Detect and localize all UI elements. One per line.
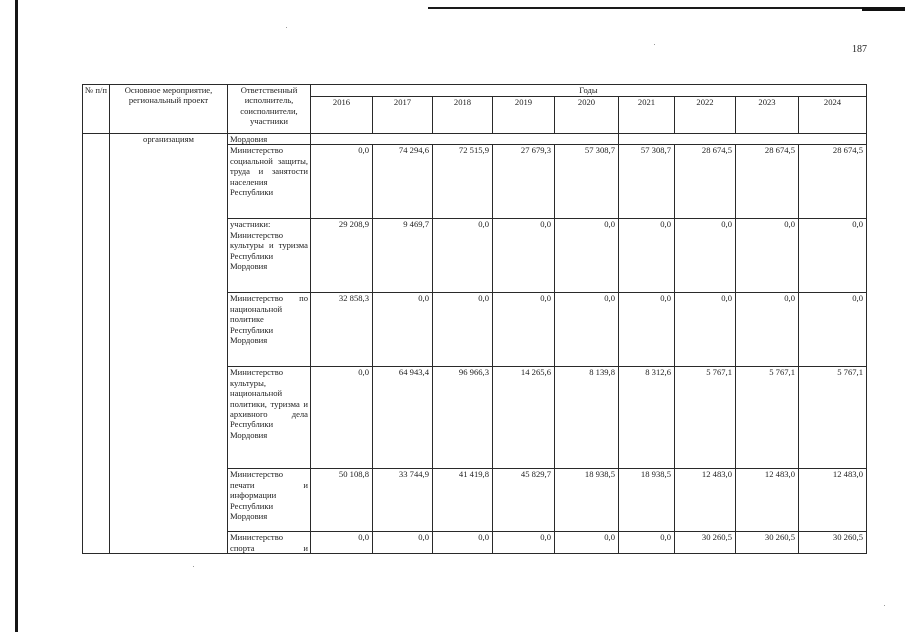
cell-value: 50 108,8 xyxy=(311,469,373,532)
header-year: 2016 xyxy=(311,97,373,134)
cell-value: 27 679,3 xyxy=(493,145,555,219)
header-year: 2022 xyxy=(675,97,736,134)
cell-value: 8 312,6 xyxy=(619,367,675,469)
cell-value: 72 515,9 xyxy=(433,145,493,219)
budget-table xyxy=(82,84,867,554)
cell-value: 0,0 xyxy=(675,293,736,367)
cell-value: 30 260,5 xyxy=(675,532,736,554)
cell-value: 0,0 xyxy=(433,532,493,554)
cell-value: 9 469,7 xyxy=(373,219,433,293)
cell-value: 45 829,7 xyxy=(493,469,555,532)
cell-value: 29 208,9 xyxy=(311,219,373,293)
cell-value: 0,0 xyxy=(799,293,867,367)
cell-empty xyxy=(619,134,867,145)
scan-border-top-corner xyxy=(862,7,905,11)
scan-speck xyxy=(193,566,194,567)
cell-executor: Министерство социальной защиты, труда и занятости населения Республики xyxy=(228,145,311,219)
cell-value: 64 943,4 xyxy=(373,367,433,469)
cell-value: 0,0 xyxy=(493,293,555,367)
cell-value: 18 938,5 xyxy=(555,469,619,532)
cell-value: 0,0 xyxy=(555,293,619,367)
cell-value: 57 308,7 xyxy=(619,145,675,219)
header-event: Основное мероприятие, региональный проект xyxy=(110,85,228,134)
cell-value: 12 483,0 xyxy=(736,469,799,532)
cell-value: 0,0 xyxy=(555,219,619,293)
cell-value: 5 767,1 xyxy=(799,367,867,469)
cell-value: 0,0 xyxy=(619,293,675,367)
header-year: 2024 xyxy=(799,97,867,134)
header-year: 2021 xyxy=(619,97,675,134)
cell-value: 0,0 xyxy=(311,367,373,469)
cell-value: 0,0 xyxy=(736,219,799,293)
cell-value: 0,0 xyxy=(433,293,493,367)
cell-empty xyxy=(311,134,619,145)
cell-value: 12 483,0 xyxy=(799,469,867,532)
header-year: 2023 xyxy=(736,97,799,134)
cell-executor: Министерство по национальной политике Республики Мордовия xyxy=(228,293,311,367)
cell-value: 0,0 xyxy=(311,145,373,219)
cell-value: 0,0 xyxy=(311,532,373,554)
cell-executor: Министерство спорта и xyxy=(228,532,311,554)
header-year: 2020 xyxy=(555,97,619,134)
cell-value: 14 265,6 xyxy=(493,367,555,469)
header-years: Годы xyxy=(311,85,867,97)
cell-value: 12 483,0 xyxy=(675,469,736,532)
cell-value: 57 308,7 xyxy=(555,145,619,219)
cell-value: 74 294,6 xyxy=(373,145,433,219)
cell-value: 33 744,9 xyxy=(373,469,433,532)
cell-executor: Мордовия xyxy=(228,134,311,145)
cell-value: 8 139,8 xyxy=(555,367,619,469)
header-executor: Ответственный исполнитель, соисполнители, участники xyxy=(228,85,311,134)
cell-value: 30 260,5 xyxy=(736,532,799,554)
scan-speck xyxy=(654,44,655,45)
cell-value: 0,0 xyxy=(619,219,675,293)
cell-value: 0,0 xyxy=(493,532,555,554)
cell-executor: Министерство культуры, национальной политики, туризма и архивного дела Республики Мордовия xyxy=(228,367,311,469)
cell-value: 28 674,5 xyxy=(675,145,736,219)
cell-value: 18 938,5 xyxy=(619,469,675,532)
cell-value: 41 419,8 xyxy=(433,469,493,532)
header-year: 2017 xyxy=(373,97,433,134)
cell-value: 28 674,5 xyxy=(736,145,799,219)
cell-value: 0,0 xyxy=(675,219,736,293)
cell-value: 30 260,5 xyxy=(799,532,867,554)
cell-num xyxy=(83,134,110,554)
header-row-1 xyxy=(83,85,867,97)
cell-executor: Министерство печати и информации Республики Мордовия xyxy=(228,469,311,532)
page-number: 187 xyxy=(852,44,867,55)
cell-value: 0,0 xyxy=(555,532,619,554)
cell-value: 0,0 xyxy=(736,293,799,367)
scan-speck xyxy=(286,27,287,28)
header-num: № п/п xyxy=(83,85,110,134)
cell-value: 32 858,3 xyxy=(311,293,373,367)
cell-value: 0,0 xyxy=(373,532,433,554)
cell-executor: участники: Министерство культуры и туризма Республики Мордовия xyxy=(228,219,311,293)
cell-value: 0,0 xyxy=(619,532,675,554)
cell-value: 28 674,5 xyxy=(799,145,867,219)
cell-value: 0,0 xyxy=(433,219,493,293)
header-year: 2018 xyxy=(433,97,493,134)
cell-value: 0,0 xyxy=(493,219,555,293)
cell-event: организациям xyxy=(110,134,228,554)
cell-value: 96 966,3 xyxy=(433,367,493,469)
scan-border-left xyxy=(15,0,18,632)
cell-value: 5 767,1 xyxy=(675,367,736,469)
scan-speck xyxy=(884,605,885,606)
cell-value: 5 767,1 xyxy=(736,367,799,469)
cell-value: 0,0 xyxy=(373,293,433,367)
header-year: 2019 xyxy=(493,97,555,134)
cell-value: 0,0 xyxy=(799,219,867,293)
table-row xyxy=(83,134,867,145)
scan-border-top xyxy=(428,7,905,9)
